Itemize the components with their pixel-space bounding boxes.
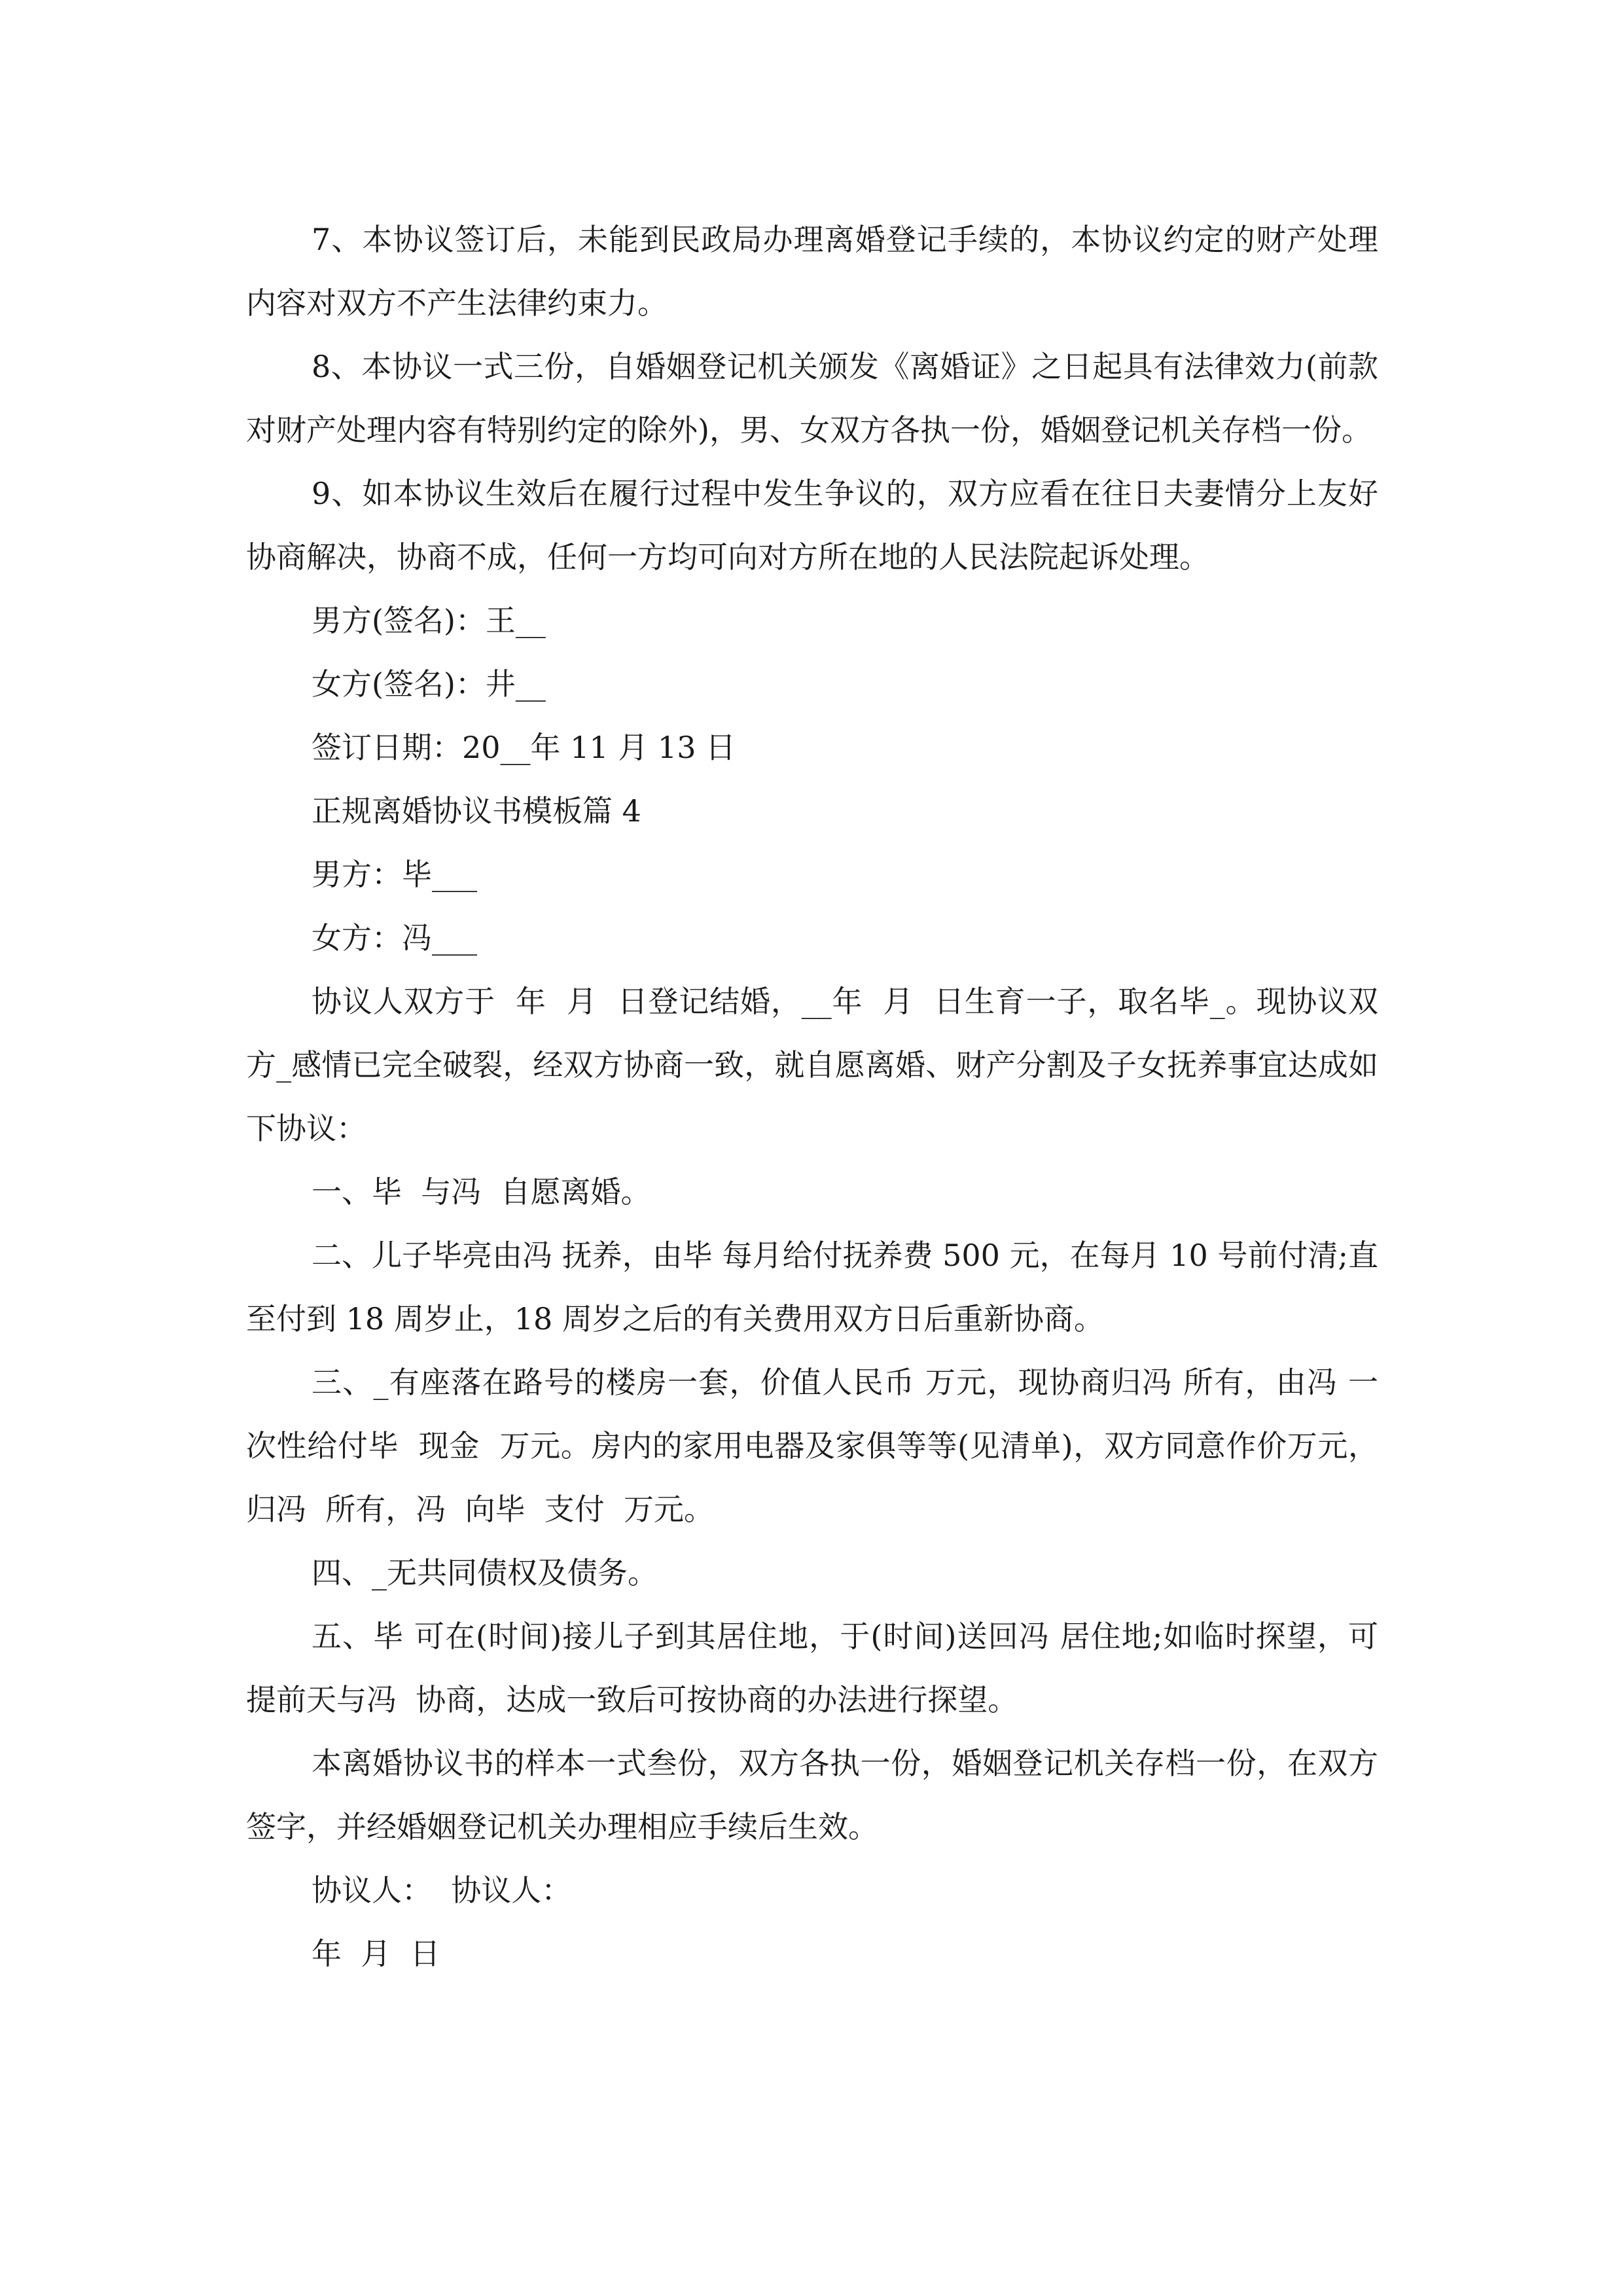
article-1: 一、毕 与冯 自愿离婚。: [312, 1174, 651, 1210]
male-signature-line: 男方(签名)：王__: [312, 603, 546, 638]
document-body: [246, 208, 1378, 1986]
signing-date: 签订日期：20__年 11 月 13 日: [312, 730, 736, 765]
clause-7: 7、本协议签订后，未能到民政局办理离婚登记手续的，本协议约定的财产处理内容对双方不产生法律约束力。: [246, 222, 1378, 321]
parties-signature-line: 协议人： 协议人：: [312, 1873, 572, 1908]
female-signature-line: 女方(签名)：井__: [312, 666, 546, 702]
date-line: 年 月 日: [312, 1936, 440, 1971]
female-party: 女方：冯___: [312, 920, 477, 956]
article-4: 四、_无共同债权及债务。: [312, 1555, 658, 1590]
male-party: 男方：毕___: [312, 857, 477, 892]
clause-8: 8、本协议一式三份，自婚姻登记机关颁发《离婚证》之日起具有法律效力(前款对财产处理内容有特别约定的除外)，男、女双方各执一份，婚姻登记机关存档一份。: [246, 349, 1378, 448]
article-5: 五、毕 可在(时间)接儿子到其居住地，于(时间)送回冯 居住地;如临时探望，可提前天与冯 协商，达成一致后可按协商的办法进行探望。: [246, 1619, 1378, 1717]
effectiveness-clause: 本离婚协议书的样本一式叁份，双方各执一份，婚姻登记机关存档一份，在双方签字，并经婚姻登记机关办理相应手续后生效。: [246, 1746, 1378, 1844]
article-2: 二、儿子毕亮由冯 抚养，由毕 每月给付抚养费 500 元，在每月 10 号前付清;直至付到 18 周岁止，18 周岁之后的有关费用双方日后重新协商。: [246, 1238, 1378, 1336]
clause-9: 9、如本协议生效后在履行过程中发生争议的，双方应看在往日夫妻情分上友好协商解决，协商不成，任何一方均可向对方所在地的人民法院起诉处理。: [246, 476, 1378, 575]
article-3: 三、_有座落在路号的楼房一套，价值人民币 万元，现协商归冯 所有，由冯 一次性给付毕 现金 万元。房内的家用电器及家俱等等(见清单)，双方同意作价万元，归冯 所有，冯 向毕 支付 万元。: [246, 1365, 1378, 1527]
section-heading: 正规离婚协议书模板篇 4: [312, 793, 641, 829]
preamble: 协议人双方于 年 月 日登记结婚，__年 月 日生育一子，取名毕_。现协议双方_感情已完全破裂，经双方协商一致，就自愿离婚、财产分割及子女抚养事宜达成如下协议：: [246, 984, 1378, 1146]
